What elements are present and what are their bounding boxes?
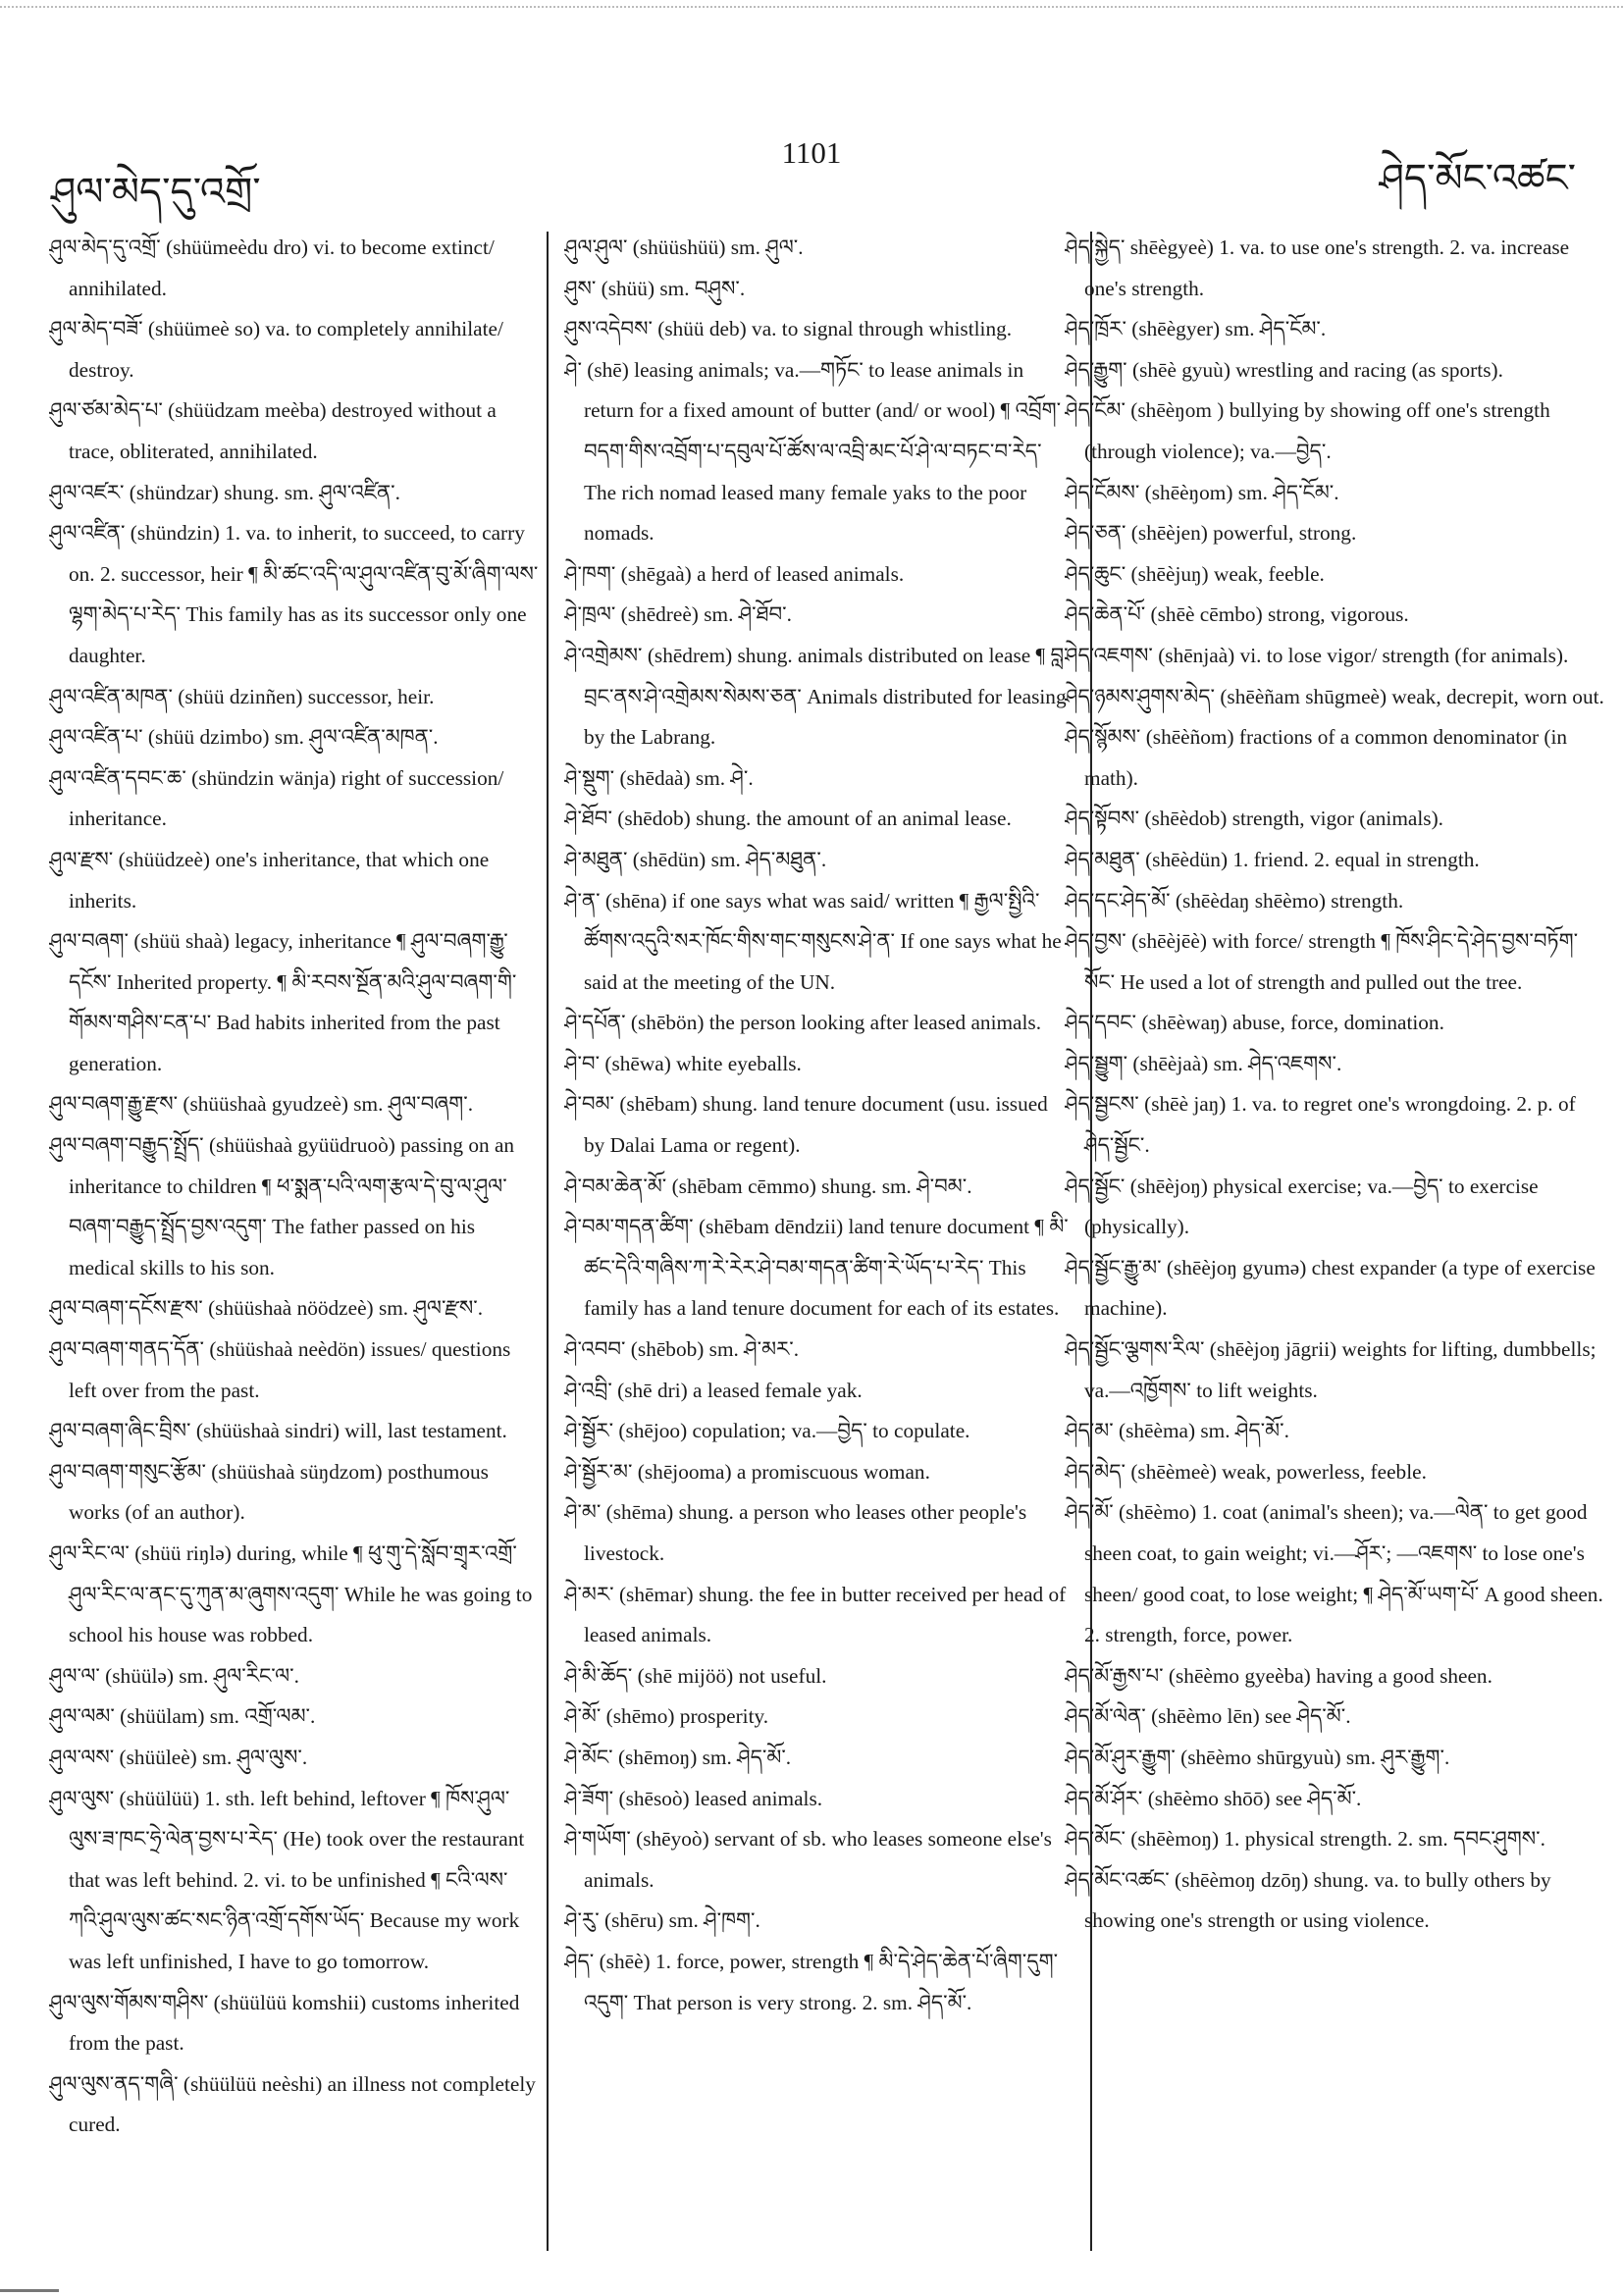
dictionary-entry: ཤེ་སྡུག་ (shēdaà) sm. ཤེ་.: [564, 765, 754, 790]
dictionary-entry: ཤེད་ངོམས་ (shēèŋom) sm. ཤེད་ངོམ་.: [1065, 480, 1339, 504]
dictionary-entry: ཤེད་སྙོམས་ (shēèñom) fractions of a common denominator (in math).: [1065, 725, 1568, 790]
dictionary-entry: ཤེད་དབང་ (shēèwaŋ) abuse, force, domination.: [1065, 1011, 1444, 1035]
dictionary-entry: ཤུལ་ལས་ (shüüleè) sm. ཤུལ་ལུས་.: [49, 1745, 308, 1769]
dictionary-entry: ཤེ་སྦྱོར་མ་ (shējooma) a promiscuous woman.: [564, 1459, 930, 1484]
dictionary-entry: ཤེད་སྦྱོང་ལྕགས་རིལ་ (shēèjoŋ jāgrii) weights for lifting, dumbbells; va.—འཁྱོགས་ to lift weights.: [1065, 1337, 1597, 1402]
dictionary-entry: ཤེད་རྒྱུག་ (shēè gyuù) wrestling and racing (as sports).: [1065, 357, 1503, 382]
dictionary-entry: ཤེ་མོང་ (shēmoŋ) sm. ཤེད་མོ་.: [564, 1745, 792, 1769]
dictionary-entry: ཤུལ་འཛིན་དབང་ཆ་ (shündzin wänja) right of succession/ inheritance.: [49, 765, 504, 831]
dictionary-entry: ཤེད་སྐྱེད་ shēègyeè) 1. va. to use one's strength. 2. va. increase one's strength.: [1065, 235, 1570, 300]
dictionary-entry: ཤེ་ན་ (shēna) if one says what was said/ written ¶ རྒྱལ་སྤྱིའི་ཚོགས་འདུའི་སར་ཁོང་གིས་གང་གསུངས་ཤེ་ན་ If one says what he said at the meeting of the UN.: [564, 888, 1062, 994]
page-number: 1101: [781, 135, 842, 170]
dictionary-entry: ཤེད་མོ་ཤུར་རྒྱུག་ (shēèmo shūrgyuù) sm. ཤུར་རྒྱུག་.: [1065, 1745, 1450, 1769]
dictionary-entry: ཤེ་མར་ (shēmar) shung. the fee in butter received per head of leased animals.: [564, 1582, 1067, 1647]
dictionary-entry: ཤེད་ངོམ་ (shēèŋom ) bullying by showing off one's strength (through violence); va.—བྱེད་.: [1065, 398, 1550, 463]
dictionary-entry: ཤེ་མོ་ (shēmo) prosperity.: [564, 1704, 769, 1729]
dictionary-entry: ཤེད་ཅན་ (shēèjen) powerful, strong.: [1065, 521, 1357, 546]
dictionary-entry: ཤུལ་འཛིན་མཁན་ (shüü dzinñen) successor, heir.: [49, 684, 435, 708]
dictionary-entry: ཤེ་འགྲེམས་ (shēdrem) shung. animals distributed on lease ¶ བླ་བྲང་ནས་ཤེ་འགྲེམས་སེམས་ཅན་ Animals distributed for leasing by the Labrang.: [564, 643, 1069, 750]
dictionary-entry: ཤུལ་བཞག་རྒྱུ་རྫས་ (shüüshaà gyudzeè) sm. ཤུལ་བཞག་.: [49, 1092, 474, 1117]
dictionary-entry: ཤུལ་བཞག་ (shüü shaà) legacy, inheritance ¶ ཤུལ་བཞག་རྒྱུ་དངོས་ Inherited property. ¶ མི་རབས་སྔོན་མའི་ཤུལ་བཞག་གི་གོམས་གཤིས་ངན་པ་ Bad habits inherited from the past generation.: [49, 929, 517, 1075]
dictionary-entry: ཤུལ་ལུས་ནད་གཞི་ (shüülüü neèshi) an illness not completely cured.: [49, 2071, 536, 2137]
dictionary-entry: ཤེ་འབབ་ (shēbob) sm. ཤེ་མར་.: [564, 1337, 800, 1362]
dictionary-entry: ཤེད་སྦྱུག་ (shēèjaà) sm. ཤེད་འཇགས་.: [1065, 1051, 1342, 1075]
column-divider: [547, 232, 549, 2251]
dictionary-entry: ཤེ་དཔོན་ (shēbön) the person looking after leased animals.: [564, 1011, 1042, 1035]
dictionary-entry: ཤུལ་ཤུལ་ (shüüshüü) sm. ཤུལ་.: [564, 235, 804, 259]
dictionary-entry: ཤེ་ཁྲལ་ (shēdreè) sm. ཤེ་ཐོབ་.: [564, 602, 792, 627]
dictionary-entry: ཤུལ་བཞག་བརྒྱུད་སྤྲོད་ (shüüshaà gyüüdruoò) passing on an inheritance to children ¶ ཕ་སྨན་པའི་ལག་རྩལ་དེ་བུ་ལ་ཤུལ་བཞག་བརྒྱུད་སྤྲོད་བྱས་འདུག་ The father passed on his medical skills to his son.: [49, 1133, 515, 1279]
dictionary-entry: ཤེ་ཟོག་ (shēsoò) leased animals.: [564, 1786, 823, 1810]
dictionary-entry: ཤེད་མོང་འཚང་ (shēèmoŋ dzōŋ) shung. va. to bully others by showing one's strength or using violence.: [1065, 1867, 1551, 1933]
dictionary-entry: ཤེད་མེད་ (shēèmeè) weak, powerless, feeble.: [1065, 1459, 1427, 1484]
dictionary-entry: ཤེད་ (shēè) 1. force, power, strength ¶ མི་དེ་ཤེད་ཆེན་པོ་ཞིག་དུག་འདུག་ That person is very strong. 2. sm. ཤེད་མོ་.: [564, 1949, 1059, 2014]
dictionary-entry: ཤུལ་ལུས་ (shüülüü) 1. sth. left behind, leftover ¶ ཁོས་ཤུལ་ལུས་ཟ་ཁང་ཧྲེ་ལེན་བྱས་པ་རེད་ (He) took over the restaurant that was left behind. 2. vi. to be unfinished ¶ ངའི་ལས་ཀའི་ཤུལ་ལུས་ཚང་སང་ཉིན་འགྲོ་དགོས་ཡོད་ Because my work was left unfinished, I have to go tomorrow.: [49, 1786, 525, 1973]
entries-column-2: [564, 228, 1073, 2269]
dictionary-entry: ཤུལ་མེད་དུ་འགྲོ་ (shüümeèdu dro) vi. to become extinct/ annihilated.: [49, 235, 495, 300]
dictionary-entry: ཤེ་བམ་ཆེན་མོ་ (shēbam cēmmo) shung. sm. ཤེ་བམ་.: [564, 1174, 972, 1198]
dictionary-entry: ཤུལ་འཛར་ (shündzar) shung. sm. ཤུལ་འཛིན་.: [49, 480, 400, 504]
dictionary-entry: ཤུལ་མེད་བཟོ་ (shüümeè so) va. to completely annihilate/ destroy.: [49, 317, 503, 382]
entries-column-1: [49, 228, 540, 2269]
dictionary-entry: ཤེ་ (shē) leasing animals; va.—གཏོང་ to lease animals in return for a fixed amount of butter (and/ or wool) ¶ འབྲོག་བདག་གིས་འབྲོག་པ་དབུལ་པོ་ཚོས་ལ་འབྲི་མང་པོ་ཤེ་ལ་བཏང་བ་རེད་ The rich nomad leased many female yaks to the poor nomads.: [564, 357, 1062, 546]
dictionary-entry: ཤེ་ཐོབ་ (shēdob) shung. the amount of an animal lease.: [564, 807, 1012, 831]
entries-column-3: [1065, 228, 1606, 2269]
dictionary-entry: ཤུལ་འཛིན་པ་ (shüü dzimbo) sm. ཤུལ་འཛིན་མཁན་.: [49, 725, 439, 750]
dictionary-entry: ཤེ་མ་ (shēma) shung. a person who leases other people's livestock.: [564, 1500, 1027, 1565]
dictionary-entry: ཤེད་བྱས་ (shēèjēè) with force/ strength ¶ ཁོས་ཤིང་དེ་ཤེད་བྱས་བཏོག་སོང་ He used a lot of strength and pulled out the tree.: [1065, 929, 1579, 994]
dictionary-entry: ཤུལ་ལ་ (shüülə) sm. ཤུལ་རིང་ལ་.: [49, 1663, 299, 1688]
dictionary-entry: ཤེད་ཆེན་པོ་ (shēè cēmbo) strong, vigorous.: [1065, 602, 1409, 627]
dictionary-entry: ཤུས་ (shüü) sm. བཤུས་.: [564, 276, 746, 300]
top-edge-rule: [0, 6, 1623, 8]
left-running-head: ཤུལ་མེད་དུ་འགྲོ་: [51, 170, 261, 215]
dictionary-entry: ཤེ་འབྲི་ (shē dri) a leased female yak.: [564, 1378, 863, 1402]
dictionary-entry: ཤུལ་ཙམ་མེད་པ་ (shüüdzam meèba) destroyed without a trace, obliterated, annihilated.: [49, 398, 497, 463]
dictionary-entry: ཤུལ་རྫས་ (shüüdzeè) one's inheritance, that which one inherits.: [49, 847, 490, 913]
dictionary-entry: ཤུལ་ལམ་ (shüülam) sm. འགྲོ་ལམ་.: [49, 1704, 316, 1729]
dictionary-entry: ཤེད་ཉམས་ཤུགས་མེད་ (shēèñam shūgmeè) weak, decrepit, worn out.: [1065, 684, 1604, 708]
dictionary-entry: ཤེད་མ་ (shēèma) sm. ཤེད་མོ་.: [1065, 1419, 1289, 1443]
dictionary-entry: ཤུས་འདེབས་ (shüü deb) va. to signal through whistling.: [564, 317, 1013, 341]
dictionary-entry: ཤེ་སྦྱོར་ (shējoo) copulation; va.—བྱེད་ to copulate.: [564, 1419, 970, 1443]
dictionary-entry: ཤེད་སྟོབས་ (shēèdob) strength, vigor (animals).: [1065, 807, 1443, 831]
dictionary-entry: ཤེད་མོ་ཤོར་ (shēèmo shōō) see ཤེད་མོ་.: [1065, 1786, 1362, 1810]
dictionary-entry: ཤེད་སྦྱོང་ (shēèjoŋ) physical exercise; va.—བྱེད་ to exercise (physically).: [1065, 1174, 1539, 1239]
dictionary-entry: ཤེད་སྦྱོང་རྒྱུ་མ་ (shēèjoŋ gyumə) chest expander (a type of exercise machine).: [1065, 1255, 1596, 1321]
dictionary-entry: ཤེད་ཆུང་ (shēèjuŋ) weak, feeble.: [1065, 561, 1325, 586]
dictionary-entry: ཤེད་ཁྲོར་ (shēègyer) sm. ཤེད་ངོམ་.: [1065, 317, 1327, 341]
dictionary-entry: ཤུལ་ལུས་གོམས་གཤིས་ (shüülüü komshii) customs inherited from the past.: [49, 1990, 520, 2056]
dictionary-entry: ཤེད་མཐུན་ (shēèdün) 1. friend. 2. equal in strength.: [1065, 847, 1480, 871]
dictionary-entry: ཤེ་བམ་ (shēbam) shung. land tenure document (usu. issued by Dalai Lama or regent).: [564, 1092, 1048, 1158]
dictionary-entry: ཤུལ་རིང་ལ་ (shüü riŋlə) during, while ¶ ཕུ་གུ་དེ་སློབ་གྲྭར་འགྲོ་ཤུལ་རིང་ལ་ནང་དུ་ཀུན་མ་ཞུགས་འདུག་ While he was going to school his house was robbed.: [49, 1541, 533, 1647]
dictionary-entry: ཤེད་མོང་ (shēèmoŋ) 1. physical strength. 2. sm. དབང་ཤུགས་.: [1065, 1827, 1545, 1852]
dictionary-entry: ཤེད་འཇགས་ (shēnjaà) vi. to lose vigor/ strength (for animals).: [1065, 643, 1569, 667]
dictionary-entry: ཤེད་མོ་ (shēèmo) 1. coat (animal's sheen); va.—ལེན་ to get good sheen coat, to gain weight; vi.—ཤོར་; —འཇགས་ to lose one's sheen/ good coat, to lose weight; ¶ ཤེད་མོ་ཡག་པོ་ A good sheen. 2. strength, force, power.: [1065, 1500, 1603, 1647]
right-running-head: ཤེད་མོང་འཚང་: [1379, 156, 1576, 201]
dictionary-entry: ཤུལ་འཛིན་ (shündzin) 1. va. to inherit, to succeed, to carry on. 2. successor, heir ¶ མི་ཚང་འདི་ལ་ཤུལ་འཛིན་བུ་མོ་ཞིག་ལས་ལྷག་མེད་པ་རེད་ This family has as its successor only one daughter.: [49, 521, 539, 667]
dictionary-entry: ཤེད་སྦྱངས་ (shēè jaŋ) 1. va. to regret one's wrongdoing. 2. p. of ཤེད་སྦྱོང་.: [1065, 1092, 1576, 1158]
dictionary-entry: ཤེ་གཡོག་ (shēyoò) servant of sb. who leases someone else's animals.: [564, 1827, 1052, 1892]
dictionary-entry: ཤེ་ཁག་ (shēgaà) a herd of leased animals.: [564, 561, 905, 586]
dictionary-entry: ཤུལ་བཞག་དངོས་རྫས་ (shüüshaà nöödzeè) sm. ཤུལ་རྫས་.: [49, 1296, 484, 1321]
dictionary-entry: ཤེད་དང་ཤེད་མོ་ (shēèdaŋ shēèmo) strength.: [1065, 888, 1404, 913]
dictionary-entry: ཤུལ་བཞག་ཞིང་བྲིས་ (shüüshaà sindri) will, last testament.: [49, 1419, 507, 1443]
dictionary-entry: ཤེ་བམ་གདན་ཚིག་ (shēbam dēndzii) land tenure document ¶ མི་ཚང་དེའི་གཞིས་ཀ་རེ་རེར་ཤེ་བམ་གདན་ཚིག་རེ་ཡོད་པ་རེད་ This family has a land tenure document for each of its estates.: [564, 1215, 1069, 1321]
dictionary-entry: ཤེད་མོ་ལེན་ (shēèmo lēn) see ཤེད་མོ་.: [1065, 1704, 1351, 1729]
dictionary-entry: ཤེད་མོ་རྒྱས་པ་ (shēèmo gyeèba) having a good sheen.: [1065, 1663, 1492, 1688]
bottom-edge-rule: [0, 2289, 59, 2292]
dictionary-entry: ཤུལ་བཞག་གནད་དོན་ (shüüshaà neèdön) issues/ questions left over from the past.: [49, 1337, 511, 1402]
dictionary-entry: ཤེ་མི་ཆོད་ (shē mijöö) not useful.: [564, 1663, 827, 1688]
dictionary-entry: ཤེ་བ་ (shēwa) white eyeballs.: [564, 1051, 802, 1075]
dictionary-entry: ཤེ་རུ་ (shēru) sm. ཤེ་ཁག་.: [564, 1908, 760, 1933]
dictionary-entry: ཤེ་མཐུན་ (shēdün) sm. ཤེད་མཐུན་.: [564, 847, 827, 871]
dictionary-entry: ཤུལ་བཞག་གསུང་རྩོམ་ (shüüshaà süŋdzom) posthumous works (of an author).: [49, 1459, 489, 1525]
